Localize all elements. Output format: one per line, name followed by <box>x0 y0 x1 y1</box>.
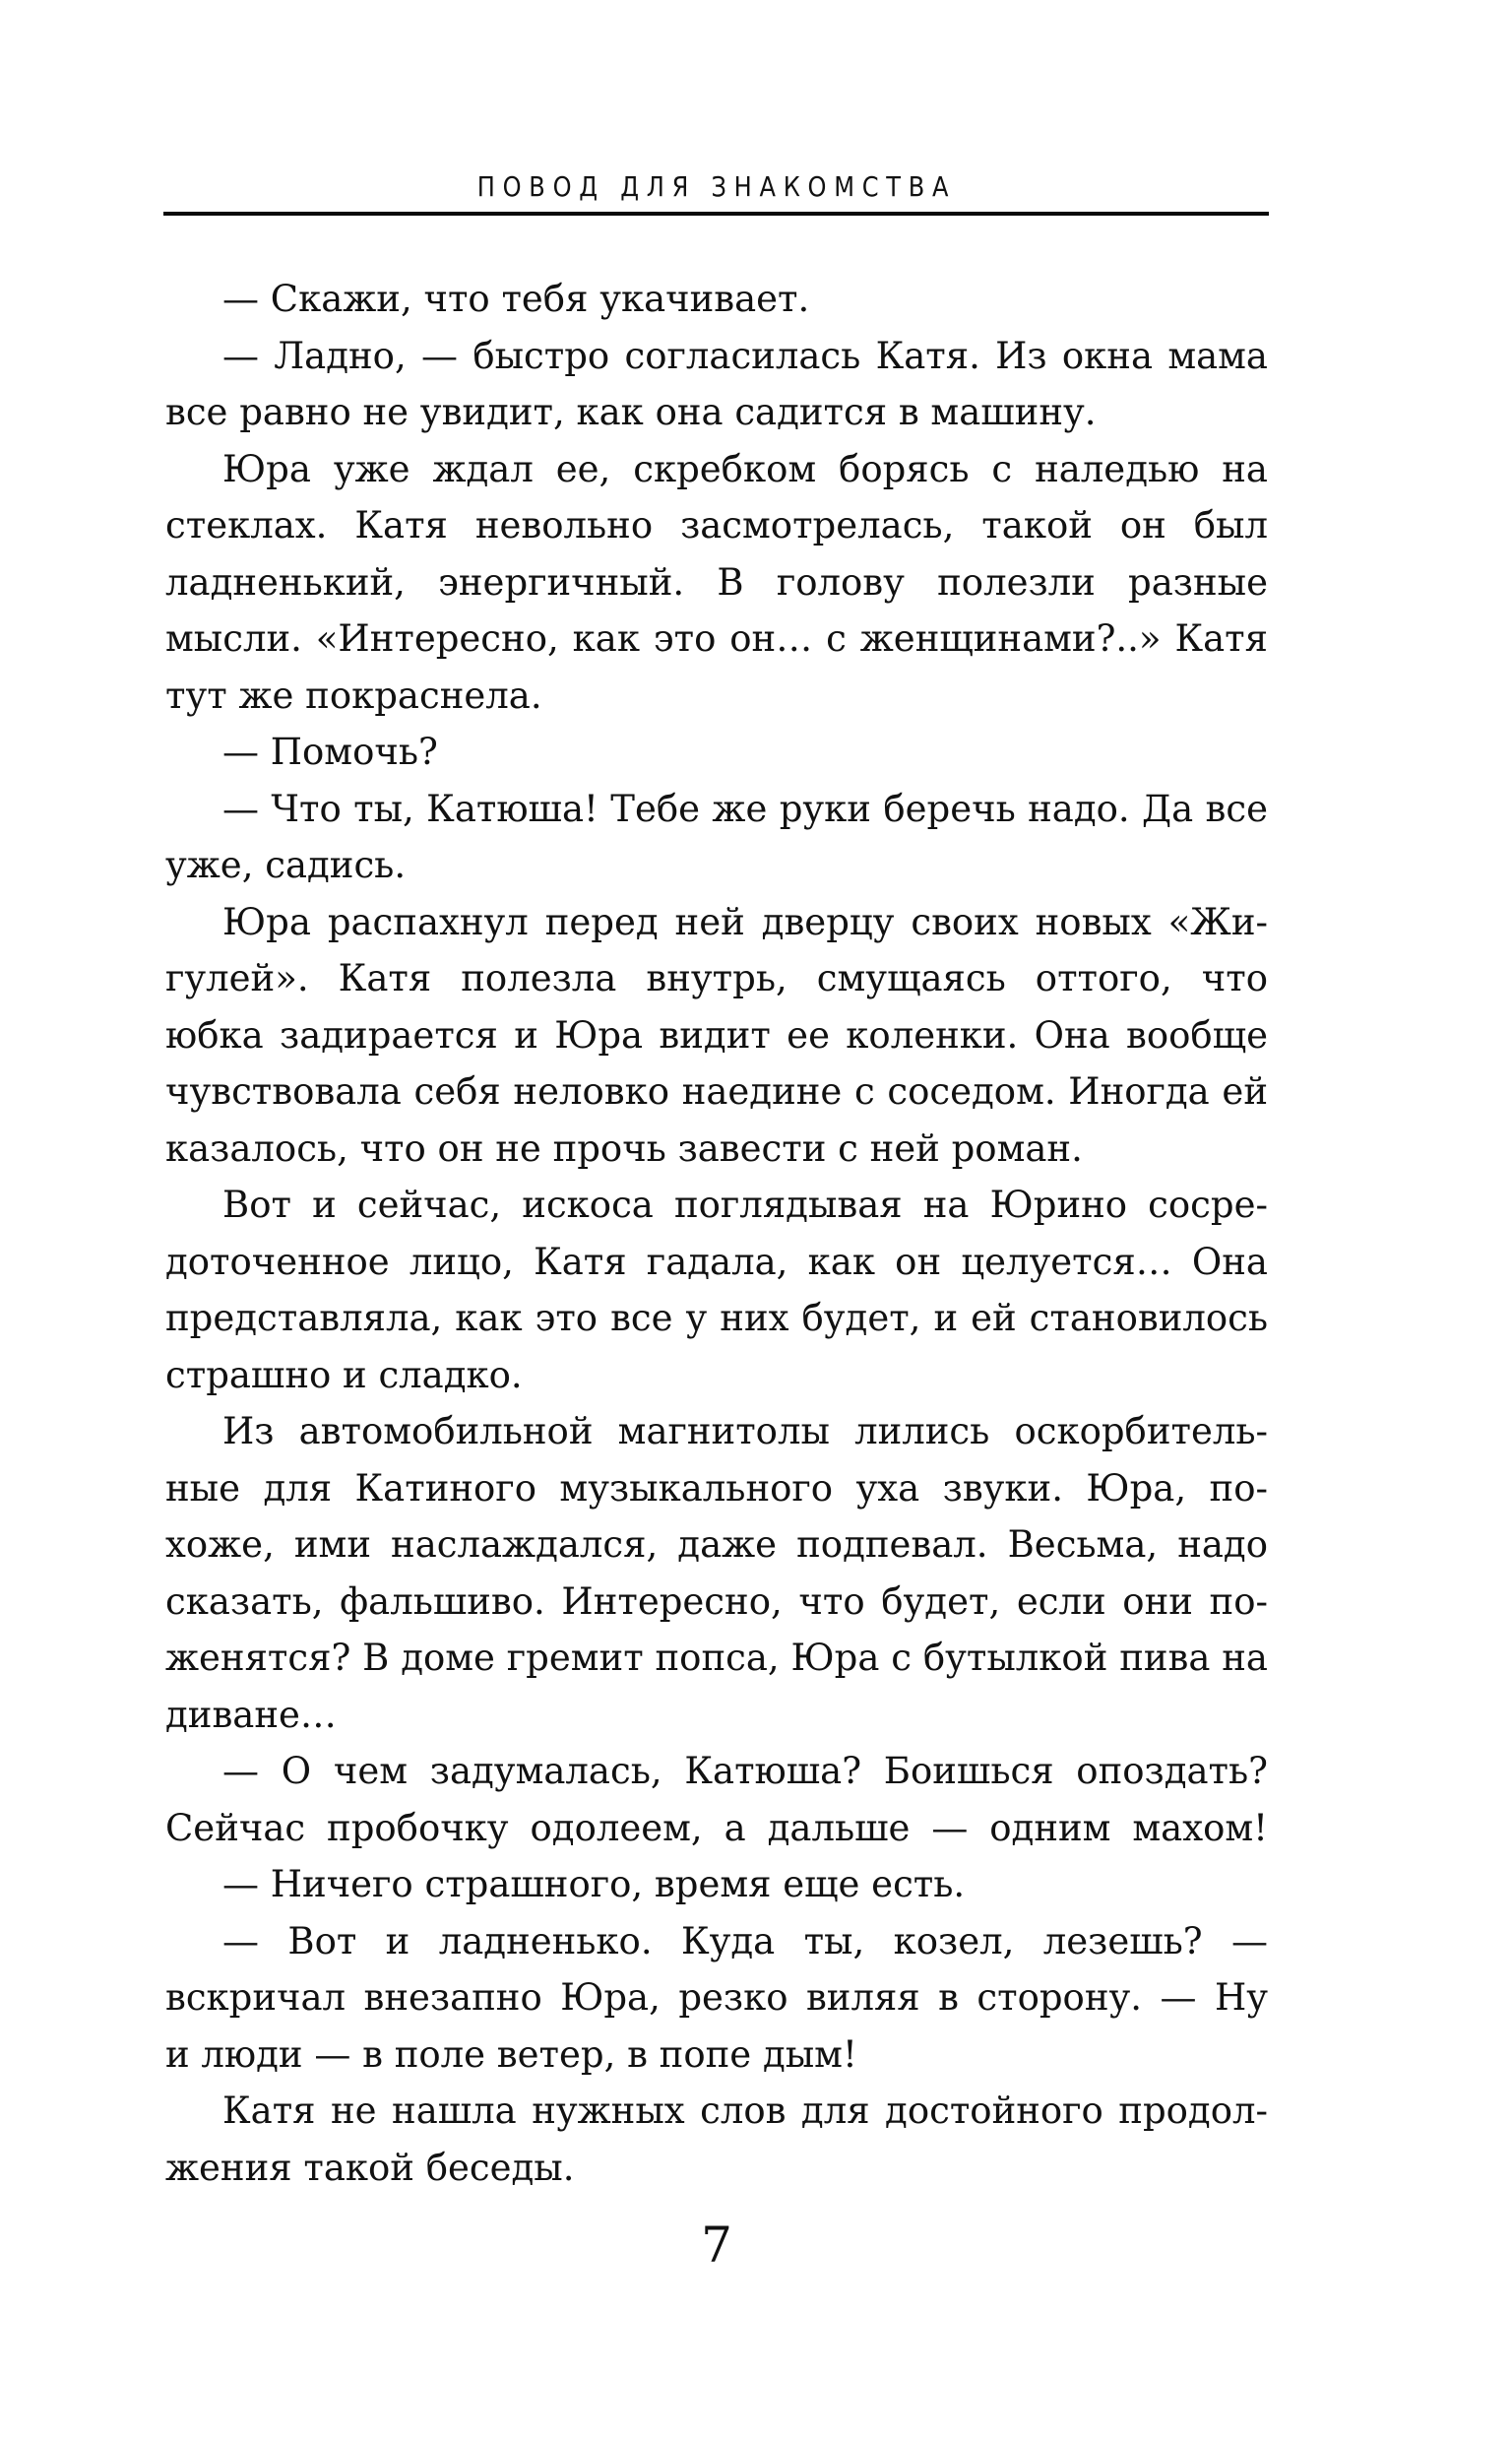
text-line: вскричал внезапно Юра, резко виляя в сторону. — Ну <box>165 1976 1268 2019</box>
text-line: ные для Катиного музыкального уха звуки. Юра, по- <box>165 1466 1268 1510</box>
text-line: Юра распахнул перед ней дверцу своих новых «Жи- <box>222 900 1268 943</box>
running-head-title: ПОВОД ДЛЯ ЗНАКОМСТВА <box>476 170 957 203</box>
text-line: мысли. «Интересно, как это он… с женщинами?..» Катя <box>165 617 1268 660</box>
header-rule-divider <box>163 212 1269 216</box>
text-line: Из автомобильной магнитолы лились оскорбитель- <box>222 1410 1268 1452</box>
text-line: — О чем задумалась, Катюша? Боишься опоздать? <box>222 1750 1268 1792</box>
text-line: Сейчас пробочку одолеем, а дальше — одним махом! <box>165 1806 1268 1849</box>
text-line: доточенное лицо, Катя гадала, как он целуется… Она <box>165 1240 1268 1283</box>
text-line: диване… <box>165 1693 337 1736</box>
text-line: стеклах. Катя невольно засмотрелась, такой он был <box>165 504 1268 546</box>
text-line: сказать, фальшиво. Интересно, что будет, если они по- <box>165 1579 1268 1623</box>
text-line: — Вот и ладненько. Куда ты, козел, лезешь? — <box>222 1919 1268 1962</box>
text-line: жения такой беседы. <box>165 2146 575 2189</box>
text-line: юбка задирается и Юра видит ее коленки. Она вообще <box>165 1013 1268 1057</box>
text-line: все равно не увидит, как она садится в машину. <box>165 391 1097 433</box>
text-line: и люди — в поле ветер, в попе дым! <box>165 2032 857 2076</box>
text-line: уже, садись. <box>165 844 407 886</box>
text-line: — Что ты, Катюша! Тебе же руки беречь надо. Да все <box>222 787 1268 830</box>
text-line: Юра уже ждал ее, скребком борясь с наледью на <box>222 447 1268 490</box>
page-number: 7 <box>701 2217 732 2274</box>
text-line: женятся? В доме гремит попса, Юра с бутылкой пива на <box>165 1637 1268 1679</box>
text-line: хоже, ими наслаждался, даже подпевал. Весьма, надо <box>165 1523 1268 1566</box>
text-line: страшно и сладко. <box>165 1353 523 1396</box>
text-line: представляла, как это все у них будет, и ей становилось <box>165 1297 1268 1339</box>
text-line: — Ладно, — быстро согласилась Катя. Из окна мама <box>222 334 1268 377</box>
text-line: казалось, что он не прочь завести с ней роман. <box>165 1126 1083 1170</box>
text-line: гулей». Катя полезла внутрь, смущаясь оттого, что <box>165 957 1268 999</box>
text-line: — Скажи, что тебя укачивает. <box>222 278 810 320</box>
page-body-text <box>165 271 1268 2196</box>
text-line: — Ничего страшного, время еще есть. <box>222 1863 966 1905</box>
text-line: Катя не нашла нужных слов для достойного продол- <box>222 2089 1268 2132</box>
text-line: чувствовала себя неловко наедине с соседом. Иногда ей <box>165 1070 1268 1113</box>
text-line: тут же покраснела. <box>165 674 542 717</box>
text-line: ладненький, энергичный. В голову полезли разные <box>165 560 1268 604</box>
text-line: — Помочь? <box>222 731 438 773</box>
text-line: Вот и сейчас, искоса поглядывая на Юрино сосре- <box>222 1184 1268 1226</box>
